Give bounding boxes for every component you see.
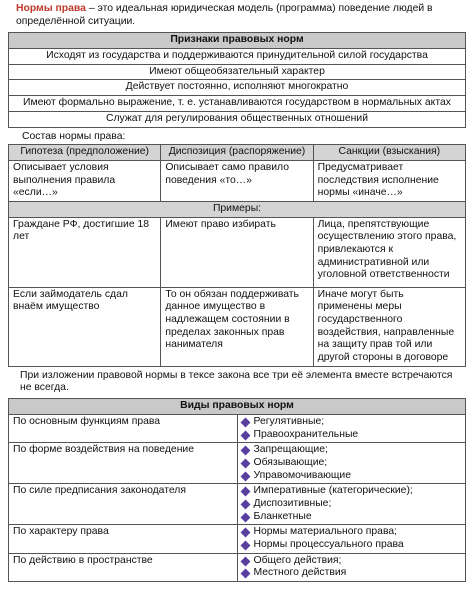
- type-label: По основным функциям права: [9, 414, 238, 442]
- intro-text: – это идеальная юридическая модель (программа) поведение людей в определённой ситуации.: [16, 3, 433, 27]
- structure-caption: Состав нормы права:: [22, 130, 126, 142]
- diamond-bullet-icon: [240, 512, 250, 522]
- type-items: [237, 525, 466, 553]
- diamond-bullet-icon: [240, 417, 250, 427]
- type-label: По действию в пространстве: [9, 553, 238, 581]
- describe-sanction: Предусматривает последствия исполнение нормы «иначе…»: [313, 160, 465, 201]
- diamond-bullet-icon: [240, 556, 250, 566]
- diamond-bullet-icon: [240, 458, 250, 468]
- type-items: [237, 553, 466, 581]
- type-item: Нормы процессуального права: [242, 539, 462, 552]
- type-item: Императивные (категорические);: [242, 485, 462, 498]
- features-title: Признаки правовых норм: [9, 33, 466, 49]
- feature-item: Исходят из государства и поддерживаются принудительной силой государства: [9, 49, 466, 65]
- feature-item: Имеют формально выражение, т. е. устанавливаются государством в нормальных актах: [9, 96, 466, 112]
- type-items: [237, 484, 466, 525]
- diamond-bullet-icon: [240, 487, 250, 497]
- type-label: По форме воздействия на поведение: [9, 443, 238, 484]
- type-item: Запрещающие;: [242, 444, 462, 457]
- describe-disposition: Описывает само правило поведения «то…»: [161, 160, 313, 201]
- type-item: Нормы материального права;: [242, 526, 462, 539]
- diamond-bullet-icon: [240, 541, 250, 551]
- features-table: [8, 32, 466, 127]
- intro-term: Нормы права: [16, 3, 86, 14]
- diamond-bullet-icon: [240, 499, 250, 509]
- types-table: [8, 398, 466, 582]
- examples-title: Примеры:: [9, 201, 466, 217]
- type-item: Управомочивающие: [242, 470, 462, 483]
- example-cell: Лица, препятствующие осуществлению этого права, привлекаются к административной или уголовной ответственности: [313, 217, 465, 287]
- column-hypothesis: Гипотеза (предположение): [9, 145, 161, 161]
- structure-table: [8, 144, 466, 367]
- diamond-bullet-icon: [240, 430, 250, 440]
- type-label: По характеру права: [9, 525, 238, 553]
- feature-item: Имеют общеобязательный характер: [9, 64, 466, 80]
- example-cell: То он обязан поддерживать данное имущество в надлежащем состоянии в пределах законных прав нанимателя: [161, 287, 313, 366]
- example-cell: Если займодатель сдал внаём имущество: [9, 287, 161, 366]
- example-cell: Иначе могут быть применены меры государственного воздействия, направленные на защиту прав той или другой стороны в договоре: [313, 287, 465, 366]
- diamond-bullet-icon: [240, 471, 250, 481]
- feature-item: Служат для регулирования общественных отношений: [9, 111, 466, 127]
- type-item: Регулятивные;: [242, 416, 462, 429]
- describe-hypothesis: Описывает условия выполнения правила «если…»: [9, 160, 161, 201]
- type-label: По силе предписания законодателя: [9, 484, 238, 525]
- type-item: Обязывающие;: [242, 457, 462, 470]
- type-items: [237, 443, 466, 484]
- column-sanction: Санкции (взыскания): [313, 145, 465, 161]
- diamond-bullet-icon: [240, 528, 250, 538]
- example-cell: Граждане РФ, достигшие 18 лет: [9, 217, 161, 287]
- types-title: Виды правовых норм: [9, 399, 466, 415]
- structure-note: При изложении правовой нормы в тексе закона все три её элемента вместе встречаются не всегда.: [20, 369, 453, 394]
- type-items: [237, 414, 466, 442]
- type-item: Местного действия: [242, 567, 462, 580]
- intro: [16, 3, 466, 28]
- type-item: Общего действия;: [242, 555, 462, 568]
- diamond-bullet-icon: [240, 446, 250, 456]
- type-item: Правоохранительные: [242, 429, 462, 442]
- example-cell: Имеют право избирать: [161, 217, 313, 287]
- type-item: Диспозитивные;: [242, 498, 462, 511]
- diamond-bullet-icon: [240, 569, 250, 579]
- feature-item: Действует постоянно, исполняют многократно: [9, 80, 466, 96]
- column-disposition: Диспозиция (распоряжение): [161, 145, 313, 161]
- page: [8, 0, 466, 582]
- type-item: Бланкетные: [242, 511, 462, 524]
